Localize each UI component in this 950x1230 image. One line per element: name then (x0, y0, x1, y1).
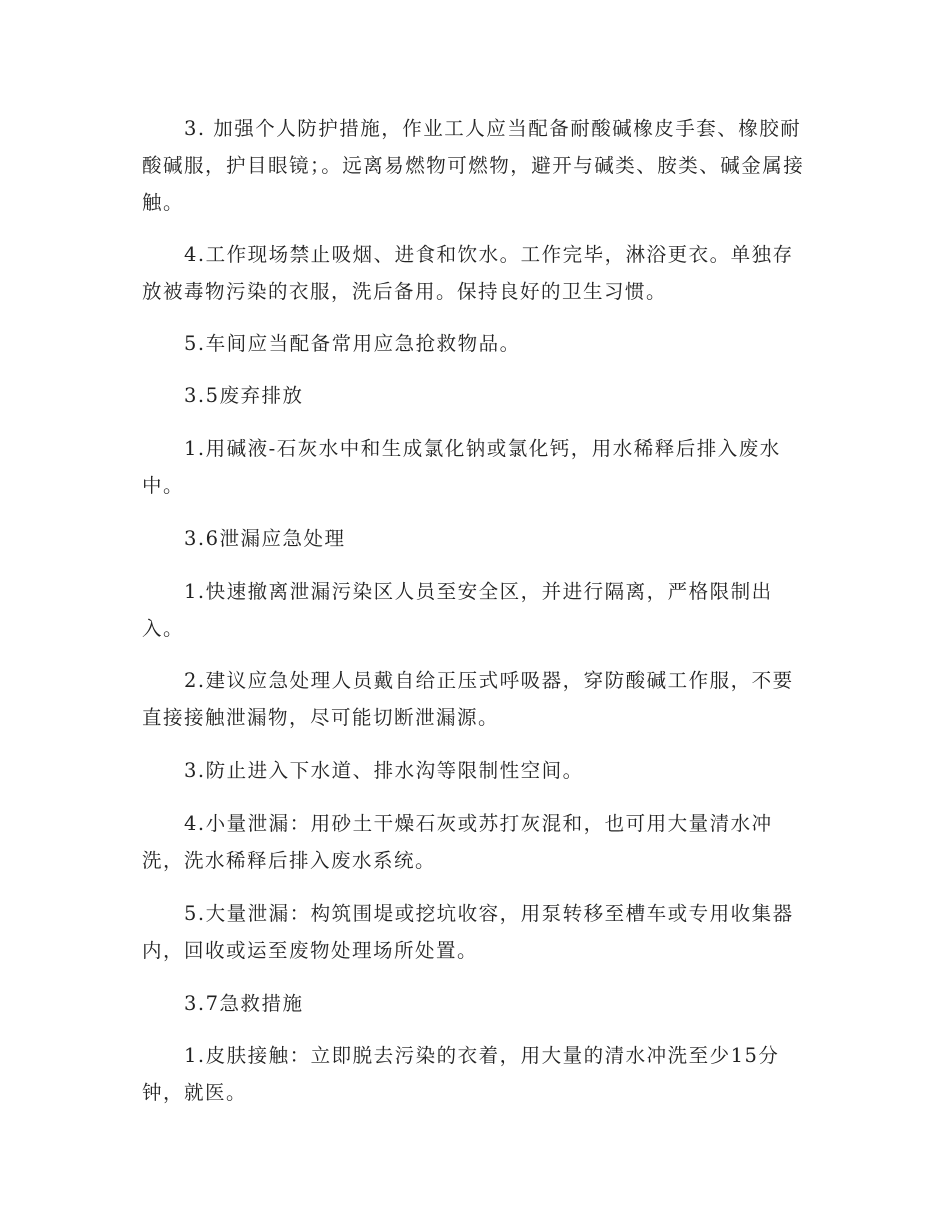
paragraph-neutralization: 1.用碱液-石灰水中和生成氯化钠或氯化钙，用水稀释后排入废水中。 (142, 437, 781, 497)
paragraph-small-leak: 4.小量泄漏：用砂土干燥石灰或苏打灰混和，也可用大量清水冲洗，洗水稀释后排入废水系统。 (142, 812, 773, 872)
paragraph-responder-equipment: 2.建议应急处理人员戴自给正压式呼吸器，穿防酸碱工作服，不要直接接触泄漏物，尽可能切断泄漏源。 (142, 669, 794, 729)
paragraph-skin-contact: 1.皮肤接触：立即脱去污染的衣着，用大量的清水冲洗至少15分钟，就医。 (142, 1044, 780, 1104)
paragraph-evacuation: 1.快速撤离泄漏污染区人员至安全区，并进行隔离，严格限制出入。 (142, 580, 773, 640)
paragraph-prevent-drain-entry: 3.防止进入下水道、排水沟等限制性空间。 (184, 759, 584, 782)
section-heading-waste-disposal: 3.5废弃排放 (184, 384, 304, 407)
paragraph-protection-measures: 3. 加强个人防护措施，作业工人应当配备耐酸碱橡皮手套、橡胶耐酸碱服，护目眼镜；。远离易燃物可燃物，避开与碱类、胺类、碱金属接触。 (142, 117, 805, 214)
section-heading-leak-response: 3.6泄漏应急处理 (184, 527, 346, 550)
section-heading-first-aid: 3.7急救措施 (184, 992, 304, 1015)
paragraph-workplace-hygiene: 4.工作现场禁止吸烟、进食和饮水。工作完毕，淋浴更衣。单独存放被毒物污染的衣服，洗后备用。保持良好的卫生习惯。 (142, 243, 794, 303)
paragraph-emergency-supplies: 5.车间应当配备常用应急抢救物品。 (184, 332, 521, 355)
paragraph-large-leak: 5.大量泄漏：构筑围堤或挖坑收容，用泵转移至槽车或专用收集器内，回收或运至废物处理场所处置。 (142, 902, 794, 962)
